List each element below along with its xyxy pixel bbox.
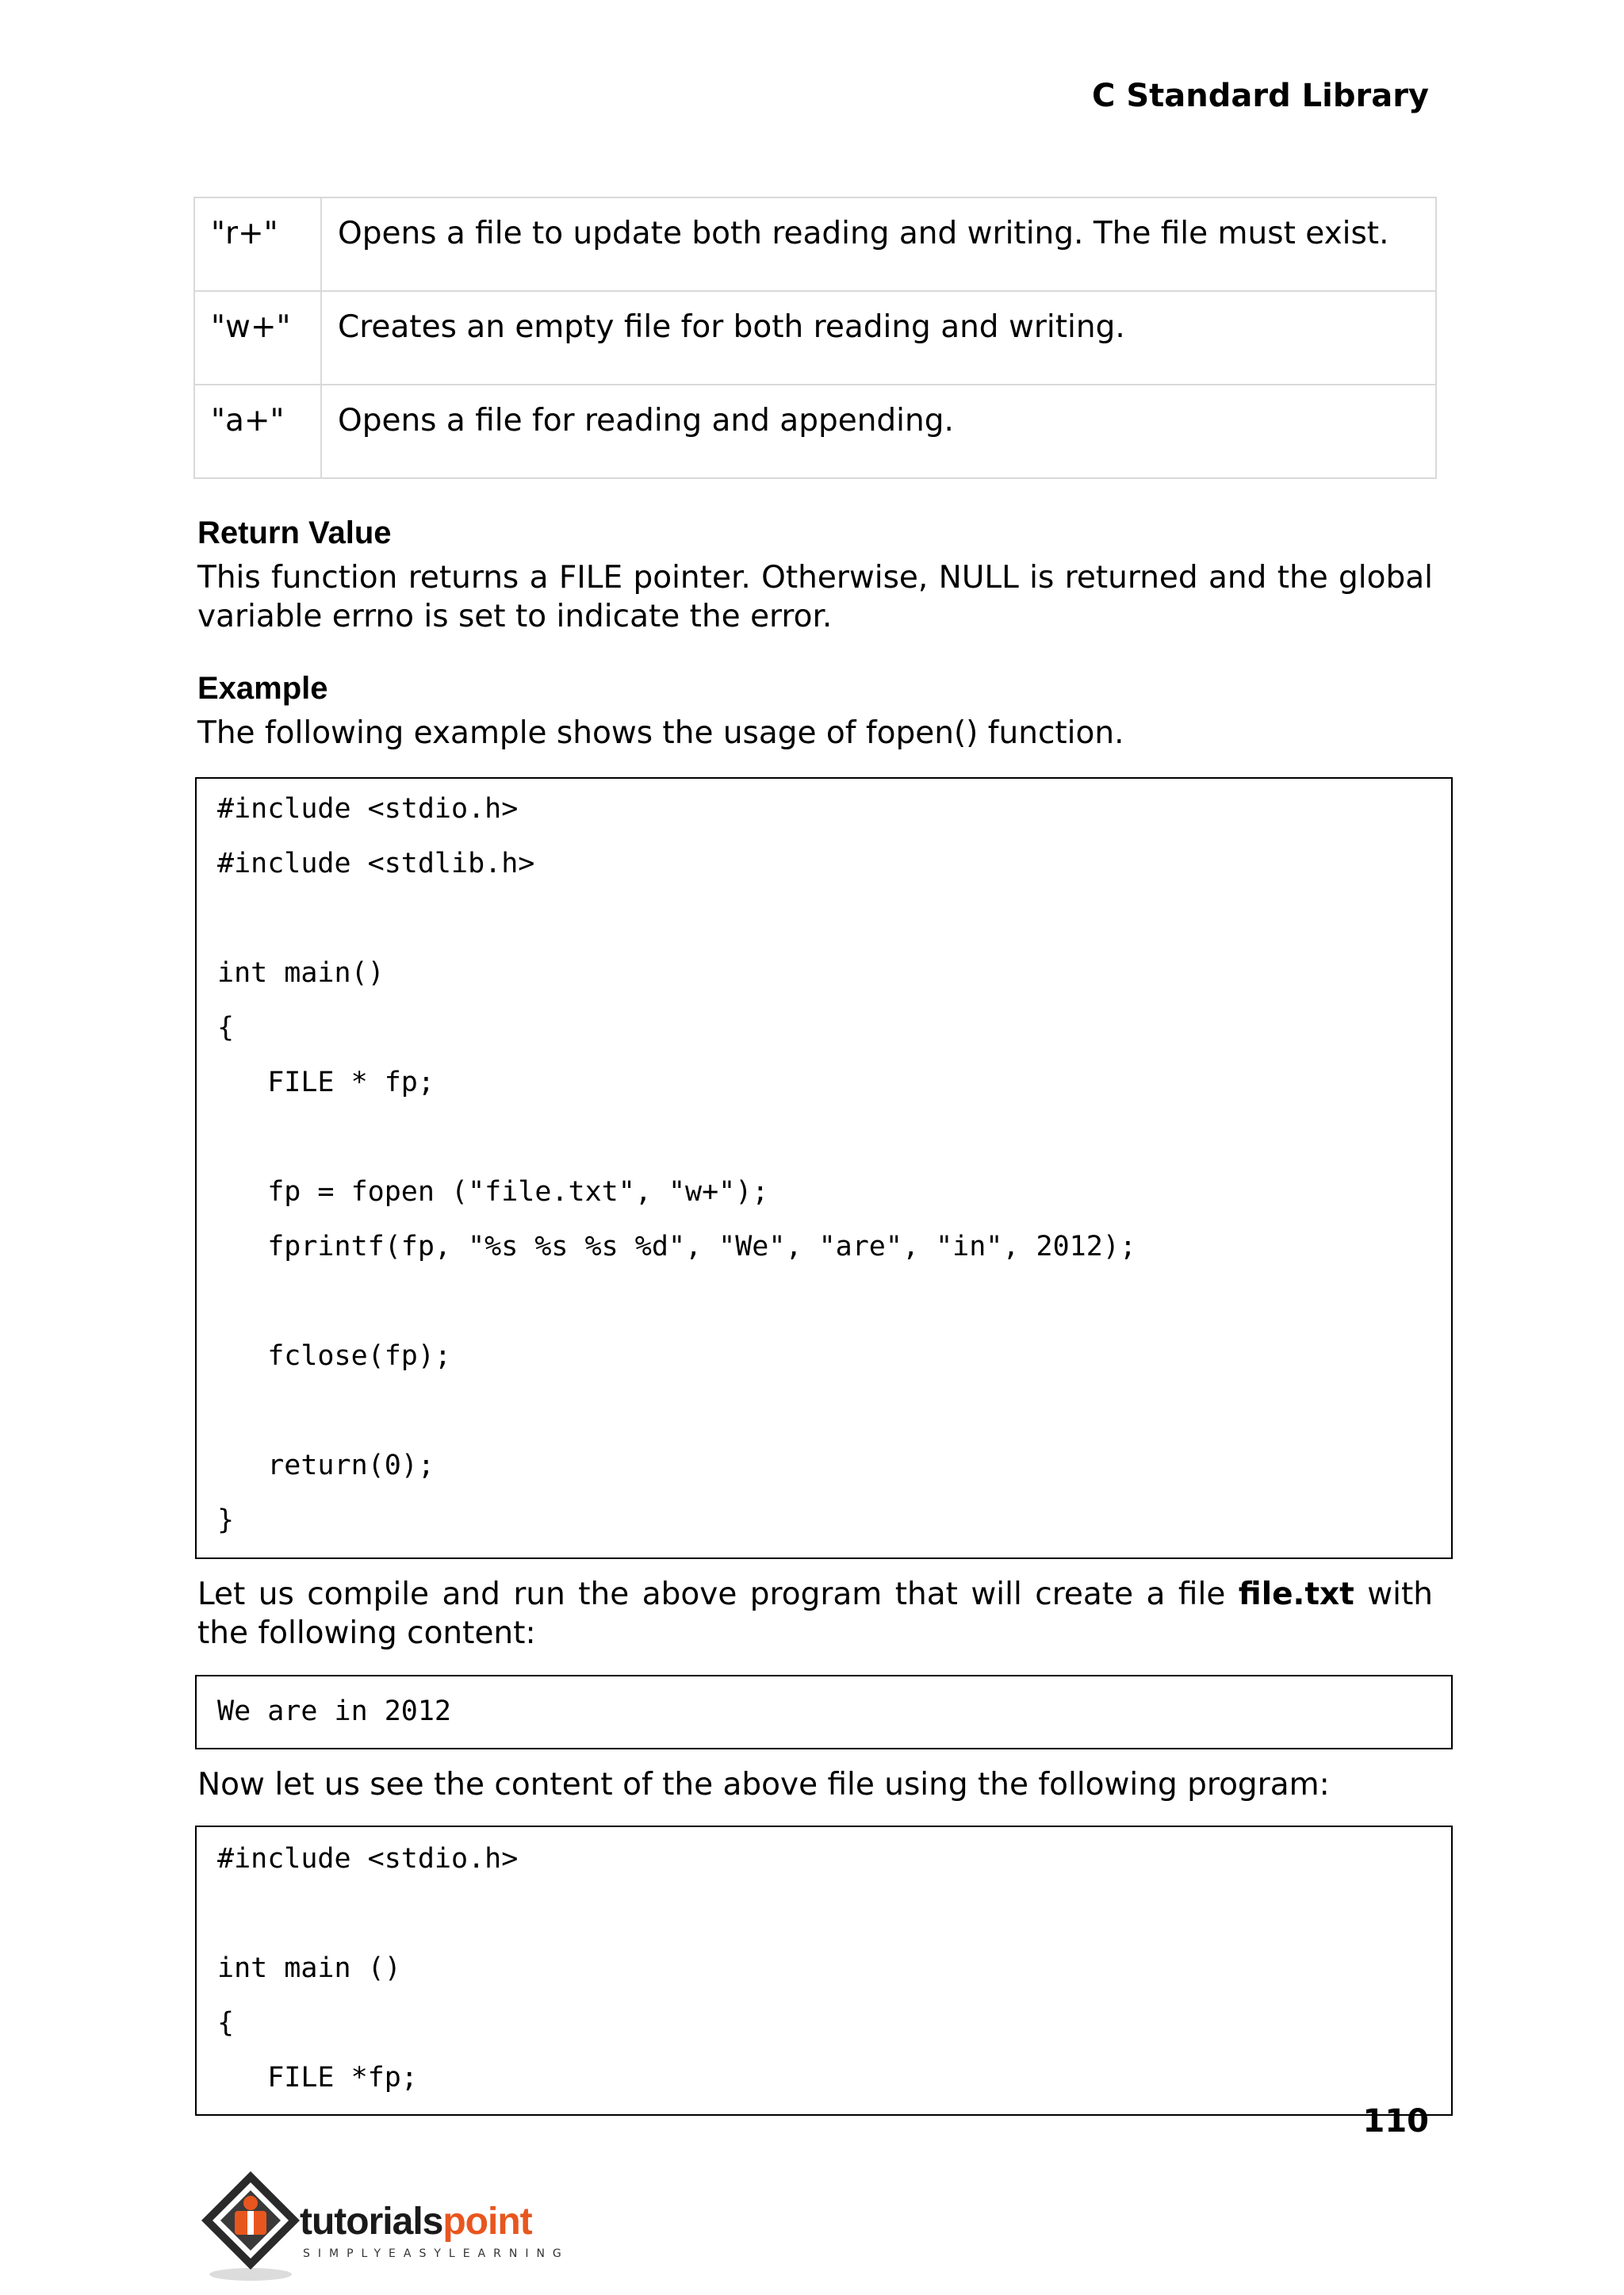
output-line: We are in 2012 <box>217 1695 452 1727</box>
file-name-bold: file.txt <box>1238 1577 1354 1612</box>
code-line: FILE * fp; <box>217 1067 435 1098</box>
example-intro: The following example shows the usage of fopen() function. <box>197 715 1124 751</box>
compile-paragraph <box>197 1575 1433 1653</box>
mode-cell: "r+" <box>194 197 321 291</box>
compile-text-before: Let us compile and run the above program that will create a file <box>197 1577 1239 1612</box>
output-box <box>195 1675 1453 1749</box>
description-cell: Opens a file for reading and appending. <box>321 385 1436 478</box>
mode-cell: "a+" <box>194 385 321 478</box>
code-line: fp = fopen ("file.txt", "w+"); <box>217 1176 769 1208</box>
code-line: { <box>217 1012 235 1044</box>
code-line: FILE *fp; <box>217 2062 418 2094</box>
logo-tagline: SIMPLYEASYLEARNING <box>303 2247 569 2260</box>
description-cell: Creates an empty file for both reading and writing. <box>321 291 1436 385</box>
mode-cell: "w+" <box>194 291 321 385</box>
code-line: int main() <box>217 957 385 989</box>
code-line: fclose(fp); <box>217 1340 452 1372</box>
tutorialspoint-logo <box>195 2165 576 2284</box>
table-row <box>194 197 1436 291</box>
logo-word-2: point <box>442 2201 532 2243</box>
code-line: #include <stdlib.h> <box>217 848 535 879</box>
code-line: #include <stdio.h> <box>217 1843 519 1875</box>
code-line: { <box>217 2007 235 2039</box>
file-mode-table <box>193 197 1437 479</box>
table-row <box>194 385 1436 478</box>
code-line: #include <stdio.h> <box>217 793 519 825</box>
page-header-title: C Standard Library <box>1092 78 1429 114</box>
second-intro-text: Now let us see the content of the above file using the following program: <box>197 1767 1330 1803</box>
table-row <box>194 291 1436 385</box>
logo-wordmark <box>300 2200 532 2243</box>
code-line: int main () <box>217 1952 401 1984</box>
logo-word-1: tutorials <box>300 2201 443 2243</box>
return-value-heading: Return Value <box>197 515 392 550</box>
code-line: fprintf(fp, "%s %s %s %d", "We", "are", "in", 2012); <box>217 1231 1136 1262</box>
code-line: return(0); <box>217 1450 435 1481</box>
return-value-text: This function returns a FILE pointer. Otherwise, NULL is returned and the global variable errno is set to indicate the error. <box>197 560 1433 634</box>
description-cell: Opens a file to update both reading and writing. The file must exist. <box>321 197 1436 291</box>
code-block-example <box>195 777 1453 1559</box>
example-heading: Example <box>197 671 328 706</box>
code-line: } <box>217 1504 235 1536</box>
diamond-logo-icon <box>195 2165 306 2284</box>
compile-text-after: with the following content: <box>197 1577 1433 1651</box>
page-number: 110 <box>1362 2103 1429 2140</box>
code-block-read <box>195 1826 1453 2116</box>
